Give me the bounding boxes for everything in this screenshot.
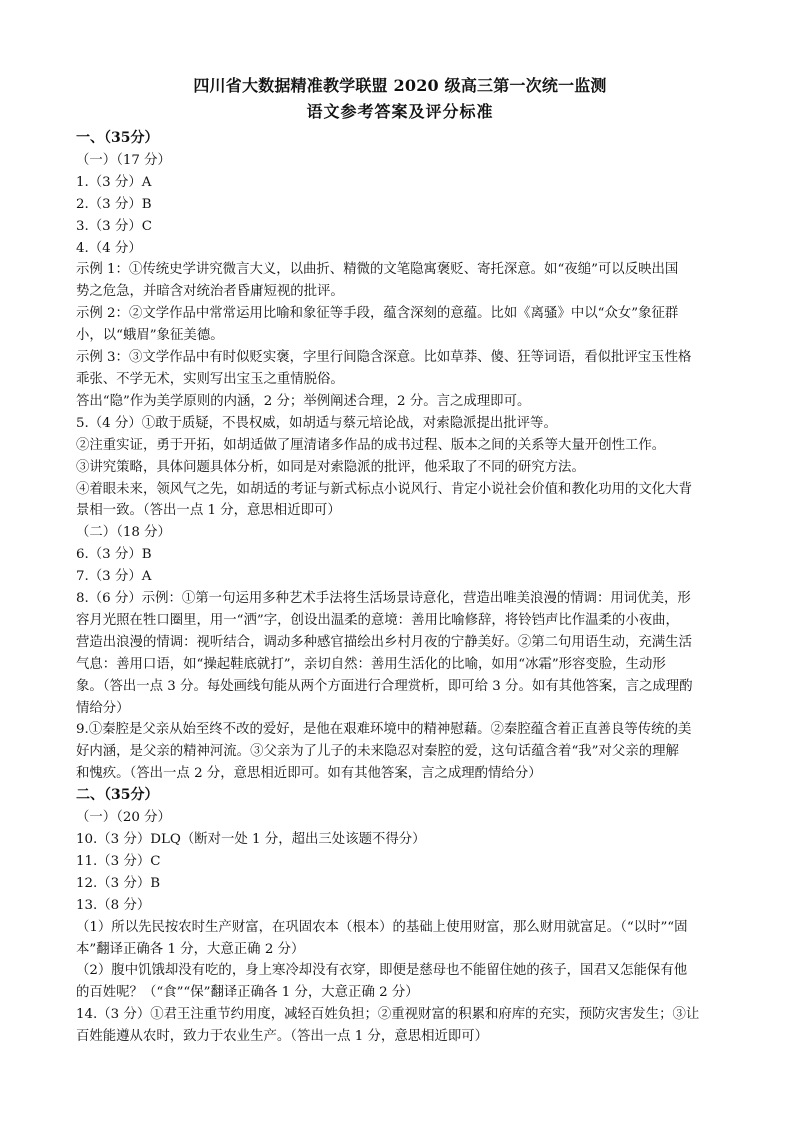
answer-line: ③讲究策略，具体问题具体分析，如同是对索隐派的批评，他采取了不同的研究方法。 xyxy=(76,459,585,475)
section-heading: 二、（35分） xyxy=(76,787,159,804)
answer-line: 8.（6 分）示例：①第一句运用多种艺术手法将生活场景诗意化，营造出唯美浪漫的情调：用词优美，形 xyxy=(76,591,691,607)
answer-line: 的百姓呢？（“食”“保”翻译正确各 1 分，大意正确 2 分） xyxy=(76,985,419,1001)
answer-line: （2）腹中饥饿却没有吃的，身上寒冷却没有衣穿，即便是慈母也不能留住她的孩子，国君又怎能保有他 xyxy=(76,963,688,979)
answer-line: 答出“隐”作为美学原则的内涵，2 分；举例阐述合理，2 分。言之成理即可。 xyxy=(76,393,531,409)
answer-line: 12.（3 分）B xyxy=(76,875,161,891)
answer-content xyxy=(76,128,724,1048)
answer-line: 10.（3 分）DLQ（断对一处 1 分，超出三处该题不得分） xyxy=(76,832,426,847)
answer-line: 象。（答出一点 3 分。每处画线句能从两个方面进行合理赏析，即可给 3 分。如有其他答案，言之成理酌 xyxy=(76,678,693,694)
answer-line: ④着眼未来，领风气之先，如胡适的考证与新式标点小说风行、肯定小说社会价值和教化功用的文化大背 xyxy=(76,481,692,497)
section-heading: 一、（35分） xyxy=(76,130,159,146)
answer-line: 5.（4 分）①敢于质疑，不畏权威，如胡适与蔡元培论战，对索隐派提出批评等。 xyxy=(76,415,557,431)
answer-line: 示例 3：③文学作品中有时似贬实褒，字里行间隐含深意。比如草莽、傻、狂等词语，看似批评宝玉性格 xyxy=(76,350,692,366)
answer-line: 气息：善用口语，如“操起鞋底就打”，亲切自然：善用生活化的比喻，如用“冰霜”形容变脸，生动形 xyxy=(76,656,666,672)
answer-line: 百姓能遵从农时，致力于农业生产。（答出一点 1 分，意思相近即可） xyxy=(76,1029,489,1045)
answer-line: 7.（3 分）A xyxy=(76,569,152,585)
answer-line: 13.（8 分） xyxy=(76,897,151,913)
answer-line: 11.（3 分）C xyxy=(76,853,161,869)
answer-line: 营造出浪漫的情调：视听结合，调动多种感官描绘出乡村月夜的宁静美好。②第二句用语生动，充满生活 xyxy=(76,634,692,650)
answer-line: 好内涵，是父亲的精神河流。③父亲为了儿子的未来隐忍对秦腔的爱，这句话蕴含着“我”对父亲的理解 xyxy=(76,744,679,760)
answer-line: 1.（3 分）A xyxy=(76,174,152,190)
answer-line: 和愧疚。（答出一点 2 分，意思相近即可。如有其他答案，言之成理酌情给分） xyxy=(76,766,542,782)
answer-line: （1）所以先民按农时生产财富，在巩固农本（根本）的基础上使用财富，那么财用就富足。（“以时”“固 xyxy=(76,919,688,935)
document-subtitle: 语文参考答案及评分标准 xyxy=(306,102,494,121)
answer-line: 示例 1：①传统史学讲究微言大义，以曲折、精微的文笔隐寓褒贬、寄托深意。如“夜缒”可以反映出国 xyxy=(76,262,679,278)
answer-line: （一）（20 分） xyxy=(76,810,171,826)
answer-line: 景相一致。（答出一点 1 分，意思相近即可） xyxy=(76,503,341,519)
document-title: 四川省大数据精准教学联盟 2020 级高三第一次统一监测 xyxy=(193,76,607,95)
answer-line: 本”翻译正确各 1 分，大意正确 2 分） xyxy=(76,941,305,957)
answer-line: （二）（18 分） xyxy=(76,525,171,541)
answer-line: 4.（4 分） xyxy=(76,240,142,256)
answer-line: 势之危急，并暗含对统治者昏庸短视的批评。 xyxy=(76,284,344,300)
answer-line: 乖张、不学无术，实则写出宝玉之重情脱俗。 xyxy=(76,371,344,387)
answer-line: （一）（17 分） xyxy=(76,152,171,168)
answer-line: 3.（3 分）C xyxy=(76,218,152,234)
answer-line: 2.（3 分）B xyxy=(76,196,152,212)
answer-line: 容月光照在牲口圈里，用一“洒”字，创设出温柔的意境：善用比喻修辞，将铃铛声比作温柔的小夜曲， xyxy=(76,612,679,628)
answer-line: 情给分） xyxy=(76,700,130,716)
answer-line: 示例 2：②文学作品中常常运用比喻和象征等手段，蕴含深刻的意蕴。比如《离骚》中以“众女”象征群 xyxy=(76,306,679,322)
answer-line: 9.①秦腔是父亲从始至终不改的爱好，是他在艰难环境中的精神慰藉。②秦腔蕴含着正直善良等传统的美 xyxy=(76,722,692,738)
answer-line: 小，以“蛾眉”象征美德。 xyxy=(76,328,224,344)
answer-line: 14.（3 分）①君王注重节约用度，减轻百姓负担；②重视财富的积累和府库的充实，预防灾害发生；③让 xyxy=(76,1007,700,1023)
answer-line: 6.（3 分）B xyxy=(76,547,152,563)
answer-line: ②注重实证，勇于开拓，如胡适做了厘清诸多作品的成书过程、版本之间的关系等大量开创性工作。 xyxy=(76,437,666,453)
